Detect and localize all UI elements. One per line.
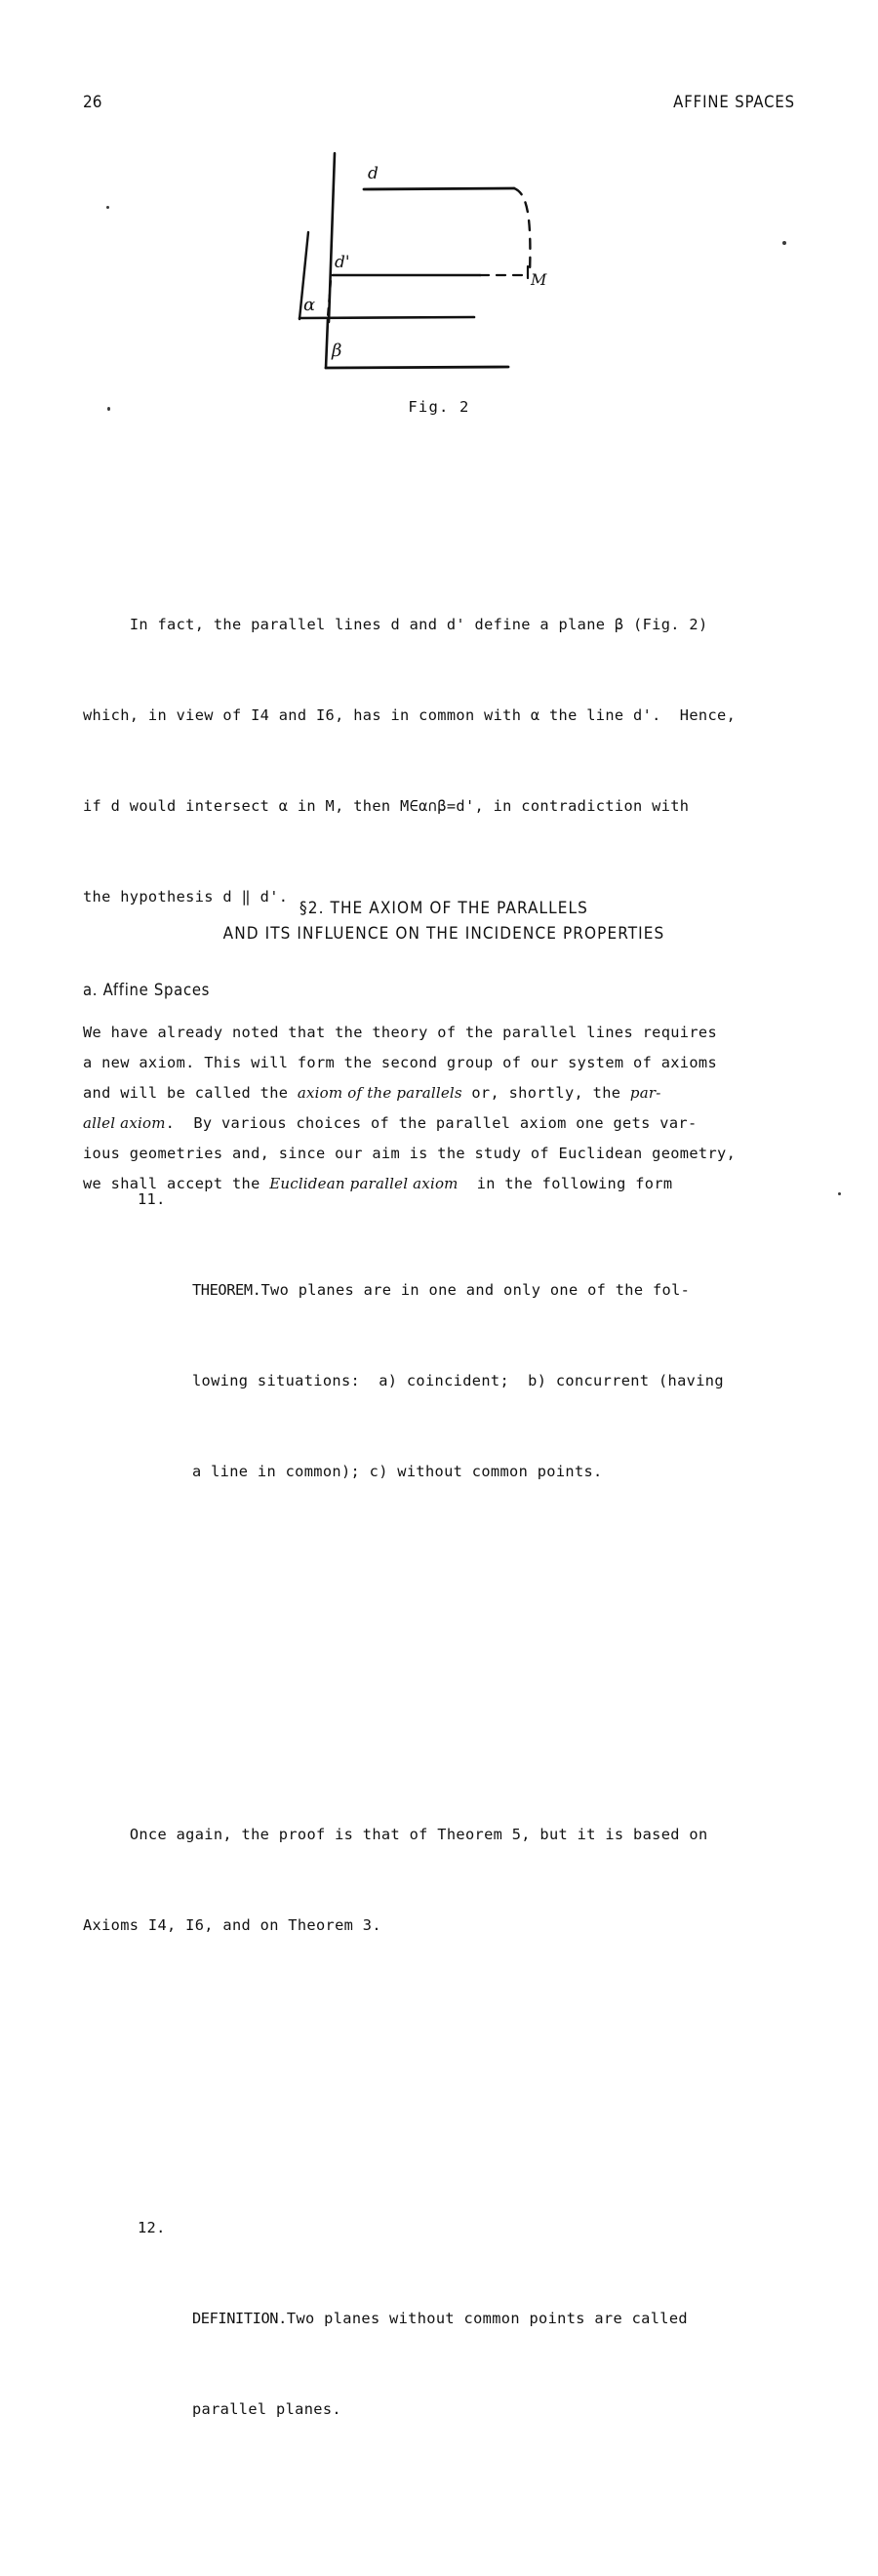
body-text-bottom bbox=[83, 1018, 824, 1199]
italic-axiom-of-the-parallels: axiom of the parallels bbox=[297, 1084, 462, 1102]
item-11-keyword: THEOREM. bbox=[192, 1281, 261, 1299]
item-12-line-1 bbox=[192, 2304, 805, 2334]
italic-euclidean-parallel-axiom: Euclidean parallel axiom bbox=[269, 1175, 459, 1192]
scan-speck bbox=[106, 206, 109, 209]
figure-label-alpha: α bbox=[303, 295, 316, 315]
beta-front-edge bbox=[326, 367, 508, 368]
paragraph-line bbox=[83, 1169, 824, 1199]
item-11-text-1: Two planes are in one and only one of the fol- bbox=[260, 1281, 691, 1299]
italic-par-hyphen: par- bbox=[629, 1084, 661, 1102]
paragraph-line: ious geometries and, since our aim is the study of Euclidean geometry, bbox=[83, 1145, 737, 1162]
paragraph-line: Axioms I4, I6, and on Theorem 3. bbox=[83, 1916, 381, 1934]
item-12-number: 12. bbox=[138, 2219, 166, 2236]
paragraph-spacer bbox=[83, 2092, 805, 2122]
scan-speck bbox=[782, 241, 786, 245]
scan-speck bbox=[107, 407, 110, 411]
figure-2-drawing bbox=[0, 137, 878, 429]
paragraph-line: In fact, the parallel lines d and d' define a plane β (Fig. 2) bbox=[83, 616, 708, 633]
alpha-front-edge bbox=[299, 317, 474, 318]
item-11-line-3: a line in common); c) without common points. bbox=[192, 1463, 603, 1480]
paragraph-line bbox=[83, 1108, 824, 1139]
item-12-text-1: Two planes without common points are called bbox=[286, 2310, 688, 2327]
item-12-line-2: parallel planes. bbox=[192, 2400, 341, 2418]
text-run: we shall accept the bbox=[83, 1175, 270, 1192]
text-run: and will be called the bbox=[83, 1084, 298, 1102]
figure-label-d: d bbox=[368, 164, 379, 183]
section-heading-line-2: AND ITS INFLUENCE ON THE INCIDENCE PROPERTIES bbox=[222, 924, 665, 944]
figure-caption: Fig. 2 bbox=[408, 398, 470, 416]
paragraph-line: if d would intersect α in M, then M∈α∩β=d', in contradiction with bbox=[83, 797, 690, 815]
running-head-title: AFFINE SPACES bbox=[673, 93, 795, 111]
paragraph-line: Once again, the proof is that of Theorem 5, but it is based on bbox=[83, 1826, 708, 1843]
item-11-line-2: lowing situations: a) coincident; b) concurrent (having bbox=[192, 1372, 724, 1389]
text-run: in the following form bbox=[458, 1175, 673, 1192]
running-head bbox=[83, 93, 795, 116]
paragraph-line: which, in view of I4 and I6, has in common with α the line d'. Hence, bbox=[83, 706, 737, 724]
text-run: . By various choices of the parallel axiom one gets var- bbox=[165, 1114, 698, 1132]
item-12-keyword: DEFINITION. bbox=[192, 2310, 287, 2327]
section-heading bbox=[83, 896, 805, 946]
figure-2 bbox=[0, 137, 878, 429]
figure-label-d-prime: d' bbox=[335, 253, 350, 272]
dashed-arc-to-M bbox=[514, 188, 530, 273]
numbered-item-12 bbox=[83, 2213, 805, 2485]
scan-speck bbox=[838, 1192, 841, 1195]
paragraph-line: We have already noted that the theory of the parallel lines requires bbox=[83, 1024, 718, 1041]
text-run: or, shortly, the bbox=[461, 1084, 630, 1102]
numbered-item-11 bbox=[83, 1185, 805, 1548]
line-d bbox=[364, 188, 514, 189]
figure-label-beta: β bbox=[332, 341, 342, 361]
page-number: 26 bbox=[83, 93, 102, 112]
italic-allel-axiom: allel axiom bbox=[83, 1114, 166, 1132]
beta-left-edge bbox=[326, 319, 328, 368]
paragraph-line: the hypothesis d ‖ d'. bbox=[83, 888, 289, 906]
section-heading-line-1: §2. THE AXIOM OF THE PARALLELS bbox=[299, 899, 588, 918]
item-11-number: 11. bbox=[138, 1190, 166, 1208]
paragraph-line: a new axiom. This will form the second group of our system of axioms bbox=[83, 1054, 718, 1071]
paragraph-line bbox=[83, 1078, 824, 1108]
subsection-heading-affine-spaces: a. Affine Spaces bbox=[83, 981, 211, 999]
body-text-top bbox=[83, 459, 805, 2576]
figure-label-M: M bbox=[531, 270, 547, 289]
paragraph-once-again bbox=[83, 1759, 805, 2001]
paragraph-spacer bbox=[83, 1638, 805, 1669]
item-11-line-1 bbox=[192, 1275, 805, 1306]
